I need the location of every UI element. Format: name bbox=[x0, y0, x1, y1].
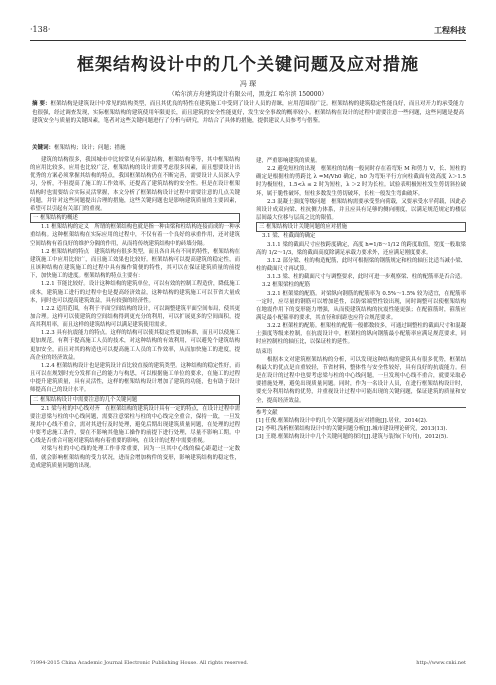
paragraph-1-2-2: 1.2.2 适用范围，有利于平面空间结构的设计，可以调整建筑平面空间布局，使其更加合理。这样可以使建筑的空间结构得到更充分的利用，可以扩展更多的空间面积，提高其利用率，而且这样的建筑结构可以满足建筑使用需求。 bbox=[30, 305, 240, 329]
header-rule bbox=[30, 40, 466, 41]
page-footer bbox=[30, 660, 466, 666]
conclusion-heading: 结束语 bbox=[256, 348, 273, 355]
reference-item: [1] 任俊.框架结构设计中的几个关键问题及应对措施[J].居业，2014(2). bbox=[256, 417, 428, 424]
paragraph-3-1-3: 3.1.3 梁、柱的截面尺寸与调整要求，此时可进一步观察梁、柱的配筋率是否合适。 bbox=[267, 274, 466, 281]
abstract-label: 摘 要： bbox=[32, 101, 51, 107]
reference-item: [3] 王晓.框架结构设计中几个关键问题的探讨[J].建筑与装饰(下旬刊)，2012(5). bbox=[256, 434, 448, 441]
left-column bbox=[30, 156, 240, 634]
page-number: ·138· bbox=[30, 25, 51, 34]
paragraph-1-2-3: 1.2.3 具有抗震能力的特点。这样的结构可以使其稳定性更加标准，而且可以使施工更加规范，有利于提高施工人员的技术，对这种结构的有效利用，可以避免个建筑结构更加安全，而且对其的构造也可以提高施工人员的工作效率，从而加快施工的进度，提高企业的经济效益。 bbox=[30, 330, 240, 361]
abstract-text: 框架结构是建筑设计中常见的结构类型，而且其优良的特性在建筑施工中受到了设计人员的青睐，应用范围很广泛。框架结构的建筑稳定性能良好，而且对开力的承受能力也很强，经过调查发现，实际框架结构的建筑使用年限更长，而且建筑的安全性能更好，发生安全事故的概率较小。框架结构在设计的过程中需要注意一些问题，这些问题是提高建筑安全与质量的关键因素，笔者对这些关键问题进行了分析与研究，并结合了具体的措施，提供建议人员参考与借鉴。 bbox=[32, 101, 464, 124]
paragraph-3-2-1: 3.2.1 框架梁的配筋。对梁纵向钢筋的配筋率为 0.5%～1.5% 较为适宜，在配筋率一定时，应尽量的钢筋可以增加延性，以防梁端塑性铰出现，同时调整可以使框架结构在地震作用下的变形能力增强，从而使建筑结构的抗震性能更强；在配箍筋时，箍筋应满足最小配箍率的要求，其直径和间距也应符合规范要求。 bbox=[256, 290, 466, 321]
paragraph-3-2-2: 3.2.2 框架柱的配筋。框架柱的配筋一般都数较多，可通过调整柱的截面尺寸和混凝土强度等级来控制，在抗震设计中，框架柱的纵向钢筋最小配筋率应满足规范要求，同时应控制柱的轴压比，以保证柱的延性。 bbox=[256, 323, 466, 346]
conclusion-paragraph: 根据本文对建筑框架结构的分析，可以发现这种结构的建筑具有很多优势，框架结构最大的优点是自重较轻，节省材料，整体性与安全性较好，具有良好的抗震能力。但是在设计的过程中也要考虑梁与柱的中心线问题，一旦发现中心线不重合，就要采取必要措施处理，避免出现质量问题。同时，作为一名设计人员，在进行框架结构设计时，要充分利用结构的优势，并重视设计过程中可能出现的关键问题，保证建筑的质量和安全，提高经济效益。 bbox=[256, 356, 466, 404]
subheading-3-2: 3.2 框架梁柱的配筋 bbox=[262, 282, 311, 289]
section-heading-1: 一 框架结构的概述 bbox=[30, 213, 240, 223]
keywords-label: 关键词： bbox=[32, 145, 55, 151]
paragraph-1-1: 1.1 框架结构的定义 所谓的框架结构也就是指一种由梁和柱结构连接而成的一种承重结构。这种框架结构在实际应用的过程中，不仅有着一个良好的承重作用，还对建筑空间结构有着良好的维护分隔的作用，从而将传统建筑结构中的砖墙分隔。 bbox=[30, 224, 240, 247]
paragraph-1-2-1: 1.2.1 节能比较好。设计这种结构的建筑单位，可以有效的控制工程造价，降低施工成本，建筑施工进行的过程中也是提高经济效益，这种结构的建筑施工可以节省大量成本，同时也可以提高建筑效益，具有较强的经济性。 bbox=[30, 281, 240, 304]
paragraph-2-1: 2.1 梁与柱的中心线对齐 在框架结构的建筑设计具有一定的特点，在设计过程中需要注意梁与柱的中心线问题，需要注意梁柱与柱的中心线完全重合，保持一致，一旦发现其中心线不重合，需对其进行及时处理，避免后期出现建筑质量问题，在处理的过程中要考虑施工条件，要在不影响其他施工操作的前提下进行处理，尽量不影响工期。中心线是否重合可能对建筑结构有着重要的影响，在设计的过程中需要重视。 bbox=[30, 405, 240, 445]
keywords-text: 框架结构；设计；问题；措施 bbox=[54, 145, 126, 151]
author: 冯 琛 bbox=[239, 80, 257, 88]
paragraph-3-1-1: 3.1.1 梁的截面尺寸应按跨度确定，高度 h=1/8～1/12 的跨度取值，宽度一般取梁高的 1/2～1/3，梁的截面高度除满足承载力要求外，还应满足刚度要求。 bbox=[256, 241, 466, 256]
right-column bbox=[256, 156, 466, 634]
journal-section: 工程科技 bbox=[434, 25, 466, 35]
affiliation: （哈尔滨方舟建筑设计有限公司，黑龙江 哈尔滨 150000） bbox=[168, 91, 328, 98]
intro-paragraph: 建筑的结构很多，我国城市中比较常见有砖混结构，框架结构等等，其中框架结构的应用比较多，应用也比较广泛，框架结构的设计需要考虑很多因素，而且想要设计出优秀的方案必须掌握其结构的特点，我国框架结构仍在不断完善，需要设计人员深入学习，分析，不但提高了施工的工作效率，还提高了建筑结构的安全性。但是在设计框架结构时也需要结合实际灵活掌握，本文分析了框架结构设计过程中需要注意的几点关键问题，并针对这些问题提出合理的措施，这些关键问题也是影响建筑质量的主要因素，希望可以引起有关部门的重视。 bbox=[30, 157, 240, 212]
section-heading-2: 二 框架结构设计中需要注意的几个关键问题 bbox=[30, 395, 240, 405]
footer-url: http://www.cnki.net bbox=[416, 660, 466, 666]
paragraph-3-1-2: 3.1.2 部分梁、柱的构造配筋，此时可根据梁的钢筋规定和柱的轴压比适当减小梁、柱的截面尺寸再试算。 bbox=[256, 257, 466, 273]
subheading-3-1: 3.1 梁、柱截面的确定 bbox=[262, 233, 316, 240]
section-heading-3: 三 框架结构设计关键问题的应对措施 bbox=[256, 222, 466, 232]
running-header bbox=[30, 25, 466, 39]
paragraph-1-2-4: 1.2.4 框架结构设计也是建筑设计首比较直接的建筑类型。这种结构的稳定性好，而且可以在规划时充分发挥自己的能力与构思，可以根据施工单位的要求，在施工的过程中提升建筑质量，具有灵活性，这样的框架结构设计增加了建筑的功能，也有助于设计师提高自己的设计水平。 bbox=[30, 362, 240, 394]
article-title: 框架结构设计中的几个关键问题及应对措施 bbox=[77, 55, 419, 75]
paragraph-2-2: 2.2 避免短柱的出现 框架柱的结构一般同时存在着弯矩 M 和剪力 V，长、短柱的确定是根据柱的剪跨比 λ =M/Vh0 确定，h0 为弯矩平行方向柱截面有效高度 λ＞1.5 时为极短柱，1.5<λ ≤ 2 时为短柱，λ ＞2 时为长柱。试验表明极短柱发生剪切斜拉破坏，属于脆性破坏，短柱多数发生剪切破坏，长柱一般发生弯曲破坏。 bbox=[256, 166, 466, 197]
paragraph-2-3: 2.3 混凝土强度等级问题 框架结构需要承受竖向荷载，又要承受水平荷载，因此必须设计成双向梁、柱抗侧力体系，并且应具有足够的侧向刚度，以满足规范规定的楼层层间最大位移与层高之比的限值。 bbox=[256, 198, 466, 222]
paragraph-2-1b: 对梁与柱的中心线的处理工作非常重要，因为一旦其中心线的偏心距超过一定数值，就会影响框架结构的受力状况，进而会增加构件的变形，影响建筑结构的稳定性，造成建筑质量问题的出现。 bbox=[30, 446, 240, 469]
copyright-text: ?1994-2015 China Academic Journal Electronic Publishing House. All rights reserved. bbox=[30, 660, 249, 666]
references-title: 参考文献 bbox=[256, 409, 278, 416]
paragraph-continued: 建，严重影响建筑的质量。 bbox=[256, 158, 321, 164]
reference-item: [2] 李明.浅析框架结构设计中的关键问题分析[J].城市建设理论研究，2013(13). bbox=[256, 426, 448, 432]
keywords bbox=[32, 144, 464, 153]
abstract bbox=[32, 100, 464, 126]
paragraph-1-2: 1.2 框架结构的特点 建筑结构有很多类型，而且各自具有不同的特性，框架结构在建筑施工中应用比较广，而且施工效果也比较好。框架结构可以提高建筑的稳定性，而且该种结构在建筑施工的过程中具有操作简便的特性，其可以在保证建筑质量的前提下，加快施工的进度。框架结构的特点主要有： bbox=[30, 248, 240, 280]
references-rule bbox=[256, 407, 466, 408]
